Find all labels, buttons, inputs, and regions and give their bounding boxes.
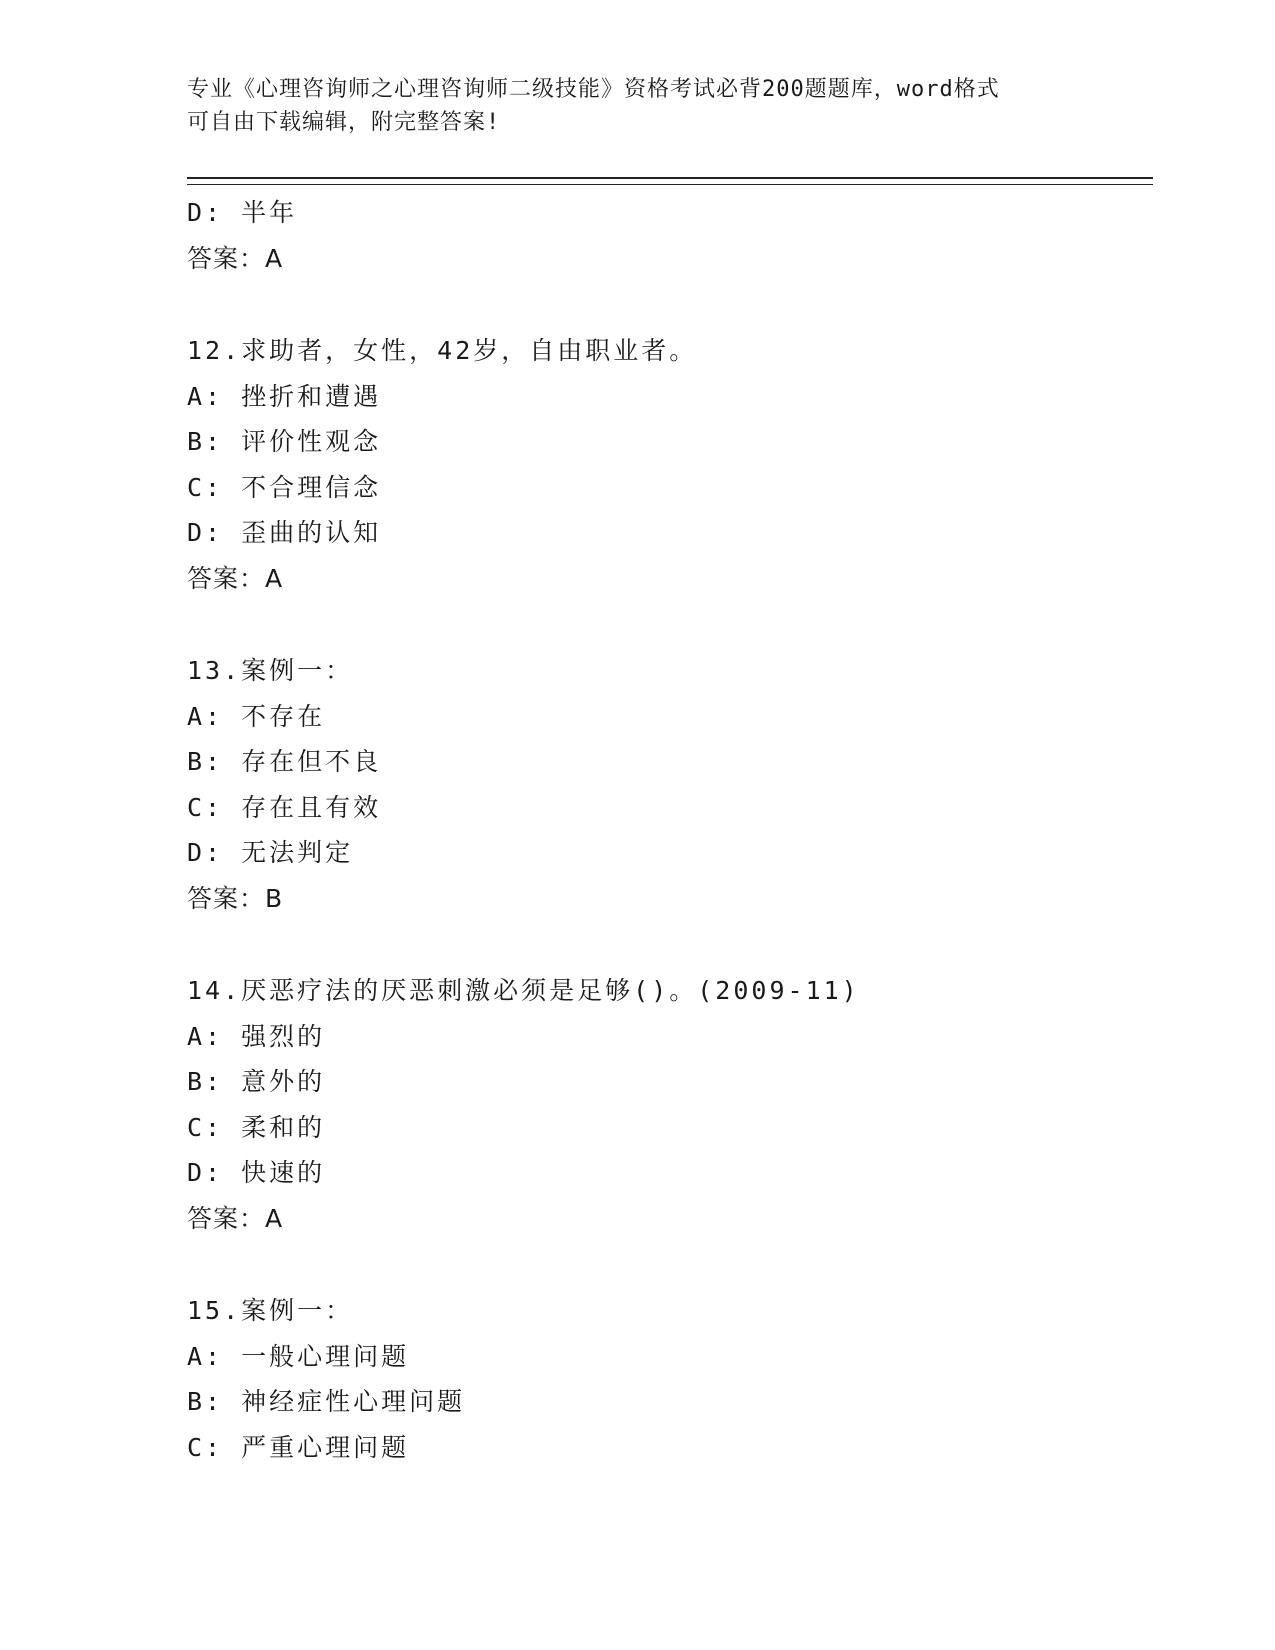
option-c: C: 不合理信念 [187,472,382,502]
header-line-2: 可自由下载编辑，附完整答案! [187,110,501,135]
option-d: D: 无法判定 [187,838,354,867]
option-a: A: 不存在 [187,701,326,731]
option-b: B: 神经症性心理问题 [187,1387,466,1416]
question-14 [187,968,1147,1241]
question-title: 12.求助者，女性，42岁，自由职业者。 [187,336,698,365]
question-title: 15.案例一： [187,1296,354,1325]
option-b: B: 评价性观念 [187,427,382,456]
answer-line: 答案：A [187,243,284,273]
question-15 [187,1288,1147,1470]
answer-line: 答案：B [187,883,284,913]
question-13 [187,648,1147,921]
answer-line: 答案：A [187,563,284,593]
header-line-1: 专业《心理咨询师之心理咨询师二级技能》资格考试必背200题题库，word格式 [187,77,1000,102]
option-a: A: 强烈的 [187,1021,326,1051]
question-12 [187,328,1147,601]
question-title: 14.厌恶疗法的厌恶刺激必须是足够()。(2009-11) [187,976,860,1005]
option-c: C: 存在且有效 [187,792,382,822]
option-c: C: 严重心理问题 [187,1432,410,1462]
option-a: A: 一般心理问题 [187,1341,410,1371]
answer-line: 答案：A [187,1203,284,1233]
question-fragment [187,190,1147,281]
option-c: C: 柔和的 [187,1112,326,1142]
option-d: D: 快速的 [187,1158,326,1187]
document-header [187,73,1087,139]
option-b: B: 意外的 [187,1067,326,1096]
header-divider [187,177,1153,185]
option-a: A: 挫折和遭遇 [187,381,382,411]
option-d: D: 歪曲的认知 [187,518,382,547]
question-list [187,190,1147,1470]
option-d: D: 半年 [187,198,298,227]
question-title: 13.案例一： [187,656,354,685]
option-b: B: 存在但不良 [187,747,382,776]
